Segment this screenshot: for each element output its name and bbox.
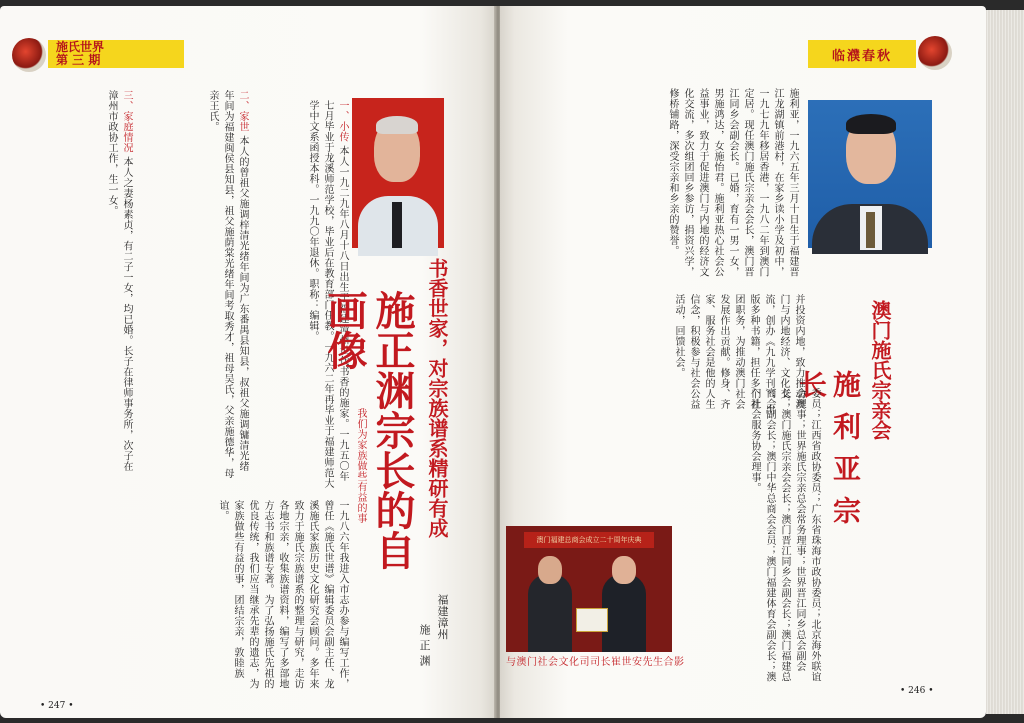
left-header-title: 施氏世界 (56, 40, 105, 54)
portrait-shi-liya (808, 100, 932, 248)
koi-fish-icon (12, 38, 46, 72)
family-section (24, 90, 134, 482)
photo-banner: 澳门福建总商会成立二十周年庆典 (524, 532, 654, 548)
photo-caption: 与澳门社会文化司司长崔世安先生合影 (506, 657, 685, 668)
body-paragraph: 一九八六年我进入市志办参与编写工作，曾任《施氏世谱》编辑委员会副主任、龙溪施氏家族历史文化研究会顾问。多年来致力于施氏宗族谱系的整理与研究，走访各地宗亲，收集族谱资料，编写了多部地方志书和族谱专著。为了弘扬施氏先祖的优良传统，我们应当继承先辈的遗志，为家族做些有益的事，团结宗亲，敦睦族谊。 (217, 500, 348, 689)
author-name: 施 正 渊 (418, 624, 431, 667)
left-header-issue: 第 三 期 (56, 53, 101, 67)
koi-fish-icon (918, 36, 952, 70)
person-title: 施利亚宗长 (795, 370, 862, 538)
positions-text: 委员；江西省政协委员；广东省珠海市政协委员；北京海外联谊会理事；世界施氏宗亲总会常务理事；世界晋江同乡总会副会长；澳门施氏宗亲会会长；澳门晋江同乡会副会长；澳门福建总商会副会长；澳门中华总商会会员；澳门福建体育会副会长；澳门社会服务协会理事。 (749, 388, 820, 682)
left-body-text (24, 500, 350, 698)
bio-heading: 一、小传 (337, 100, 348, 142)
family-heading: 二、家世 (237, 90, 248, 132)
author-place: 福建漳州 (436, 594, 449, 640)
current-heading: 三、家庭情况 (121, 90, 132, 153)
page-edges (986, 10, 1024, 714)
family-text: 本人的曾祖父施调梓清光绪年间为广东番禺县知县，叔祖父施调镛清光绪年间为福建闽侯县知县，祖父施荫棠光绪年间考取秀才，祖母吴氏，父亲施德华，母亲王氏。 (207, 90, 248, 479)
intro-text: 施利亚，一九六五年三月十日生于福建晋江龙湖镇前港村，在家乡读小学及初中，一九七九年移居香港，一九八二年到澳门定居。现任澳门施氏宗亲会会长，澳门晋江同乡会副会长。已婚，育有一男一女，男施鸿达，女施怡君。施利亚热心社会公益事业，致力于促进澳门与内地的经济文化交流，多次组团回乡参访，捐资兴学，修桥铺路，深受宗亲和乡亲的赞誉。 (667, 88, 798, 277)
left-header-tab (48, 40, 184, 68)
group-photo (506, 526, 672, 652)
family-history (140, 90, 250, 482)
bio-text: 本人一九二九年八月十八日出生于福建漳州世代书香的施家。一九五〇年七月毕业于龙溪师范学校，毕业后在教育部门任教。一九六二年再毕业于福建师范大学中文系函授本科。一九九〇年退休。职称：编辑。 (307, 100, 348, 489)
right-page-number: • 246 • (900, 686, 934, 696)
left-page-number: • 247 • (40, 701, 74, 711)
org-title: 澳门施氏宗亲会 (868, 300, 892, 440)
career-text: 并投资内地，致力推动澳门与内地经济、文化交流，创办《九九学刊》，出版多种书籍，担任多个社团职务，为推动澳门社会发展作出贡献。修身、齐家、服务社会是他的人生信念，积极参与社会公益活动，回馈社会。 (673, 294, 804, 415)
article-subtitle: 书香世家，对宗族谱系精研有成 (425, 258, 449, 538)
portrait-shi-zhengyuan (352, 98, 444, 248)
article-title: 施正渊宗长的自画像 (321, 290, 416, 570)
current-text: 本人之妻杨素贞，有二子一女，均已婚。长子在律师事务所，次子在漳州市政协工作，生一女。 (106, 90, 132, 472)
right-header-title: 临濮春秋 (831, 48, 892, 64)
red-subtitle: 我们为家族做些有益的事 (355, 408, 366, 524)
right-header-tab (808, 40, 916, 68)
